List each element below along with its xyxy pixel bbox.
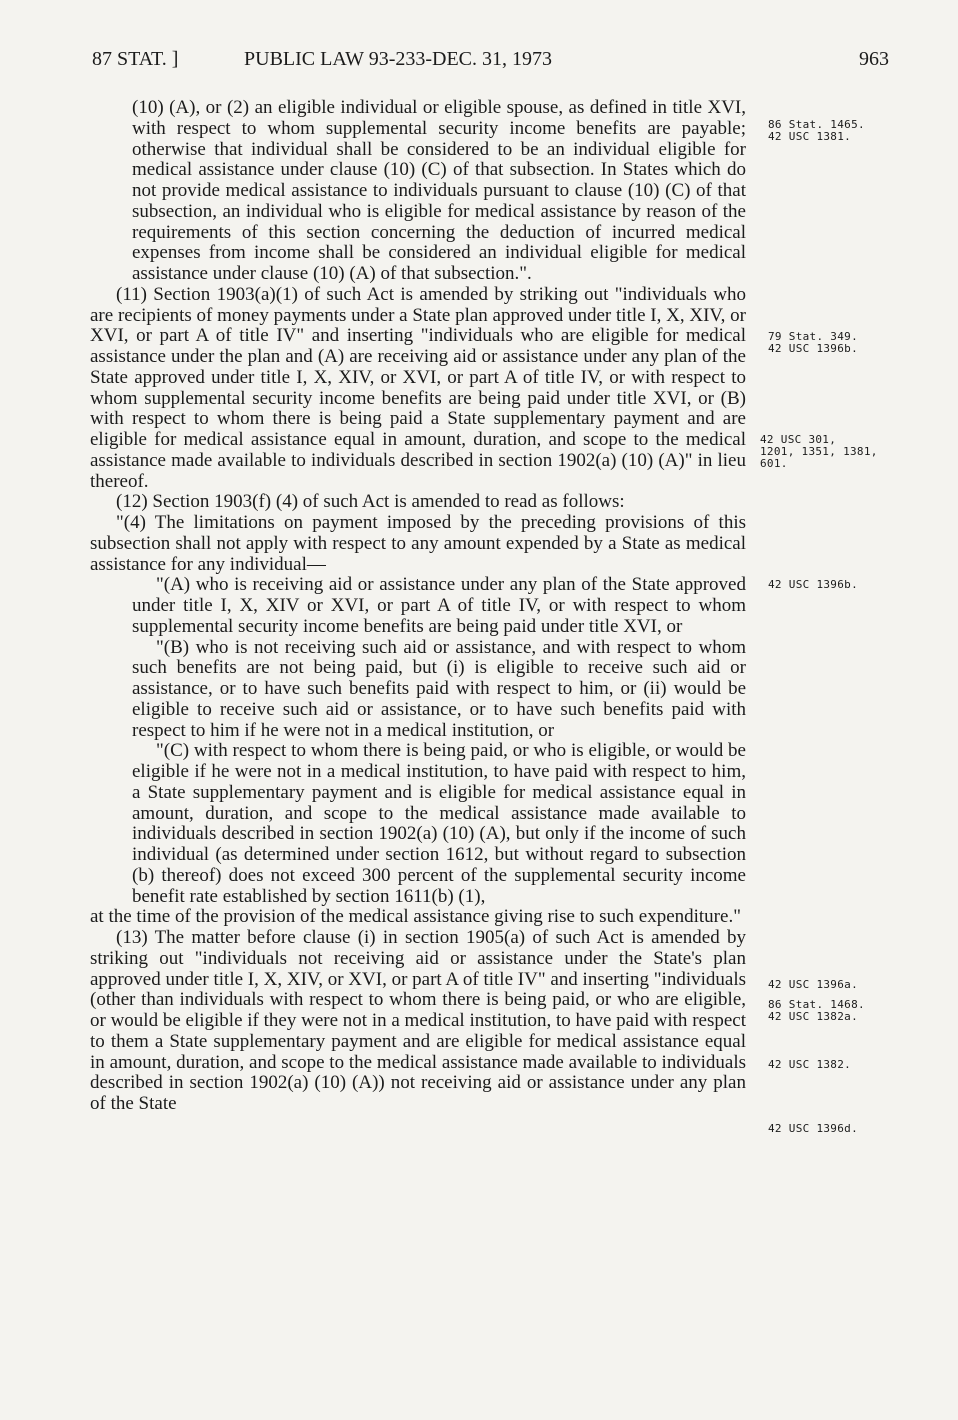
clause-c: "(C) with respect to whom there is being paid, or who is eligible, or would be eligible if he were not in a medical institution, to have paid with respect to him, a State supplementary payment and is eligible for medical assistance equal in amount, duration, and scope to the medical assistance made available to individuals described in section 1902(a) (10) (A), but only if the income of such individual (as determined under section 1612, but without regard to subsection (b) thereof) does not exceed 300 percent of the supplemental security income benefit rate established by section 1611(b) (1), [132, 740, 746, 907]
margin-note: 86 Stat. 1465. 42 USC 1381. [768, 118, 865, 143]
margin-note: 79 Stat. 349. 42 USC 1396b. [768, 330, 858, 355]
paragraph-10-continued: (10) (A), or (2) an eligible individual or eligible spouse, as defined in title XVI, with respect to whom supplemental security income benefits are payable; otherwise that individual shall be considered to be an individual eligible for medical assistance under clause (10) (C) of that subsection. In States which do not provide medical assistance to individuals pursuant to clause (10) (C) of that subsection, an individual who is eligible for medical assistance by reason of the requirements of this section concerning the deduction of incurred medical expenses from income shall be considered an individual eligible for medical assistance under clause (10) (A) of that subsection.". [132, 97, 746, 284]
page-number: 963 [859, 48, 889, 70]
margin-note: 86 Stat. 1468. 42 USC 1382a. [768, 998, 865, 1023]
paragraph-13: (13) The matter before clause (i) in section 1905(a) of such Act is amended by striking out "individuals not receiving aid or assistance under the State's plan approved under title I, X, XIV, or XVI, or part A of title IV" and inserting "individuals (other than individuals with respect to whom there is being paid, or who are eligible, or would be eligible if they were not in a medical institution, to have paid with respect to them a State supplementary payment and are eligible for medical assistance equal in amount, duration, and scope to the medical assistance made available to individuals described in section 1902(a) (10) (A)) not receiving aid or assistance under any plan of the State [90, 927, 746, 1114]
margin-note: 42 USC 1396a. [768, 978, 858, 991]
margin-note: 42 USC 1396b. [768, 578, 858, 591]
volume-reference: 87 STAT. ] [92, 48, 179, 70]
running-title: PUBLIC LAW 93-233-DEC. 31, 1973 [244, 48, 553, 70]
margin-note: 42 USC 1382. [768, 1058, 852, 1071]
clause-b: "(B) who is not receiving such aid or assistance, and with respect to whom such benefits are not being paid, but (i) is eligible to receive such aid or assistance, or to have such benefits paid with respect to him, or (ii) would be eligible to receive such aid or assistance, or to have such benefits paid with respect to him if he were not in a medical institution, or [132, 636, 746, 741]
clause-a: "(A) who is receiving aid or assistance under any plan of the State approved under title I, X, XIV or XVI, or part A of title IV, or with respect to whom supplemental security income benefits are being paid under title XVI, or [132, 574, 746, 637]
margin-note: 42 USC 301, 1201, 1351, 1381, 601. [760, 433, 878, 470]
paragraph-12-subsection-4: "(4) The limitations on payment imposed by the preceding provisions of this subsection shall not apply with respect to any amount expended by a State as medical assistance for any individual— [90, 512, 746, 575]
paragraph-11: (11) Section 1903(a)(1) of such Act is amended by striking out "individuals who are recipients of money payments under a State plan approved under title I, X, XIV, or XVI, or part A of title IV" and inserting "individuals who are eligible for medical assistance under the plan and (A) are receiving aid or assistance under any plan of the State approved under title I, X, XIV, or XVI, or part A of title IV, or with respect to whom supplemental security income benefits are being paid under title XVI, or (B) with respect to whom there is being paid a State supplementary payment and are eligible for medical assistance equal in amount, duration, and scope to the medical assistance made available to individuals described in section 1902(a) (10) (A)" in lieu thereof. [90, 283, 747, 492]
margin-note: 42 USC 1396d. [768, 1122, 858, 1135]
clause-closing: at the time of the provision of the medical assistance giving rise to such expenditure." [90, 906, 741, 928]
paragraph-12: (12) Section 1903(f) (4) of such Act is amended to read as follows: [116, 491, 625, 513]
